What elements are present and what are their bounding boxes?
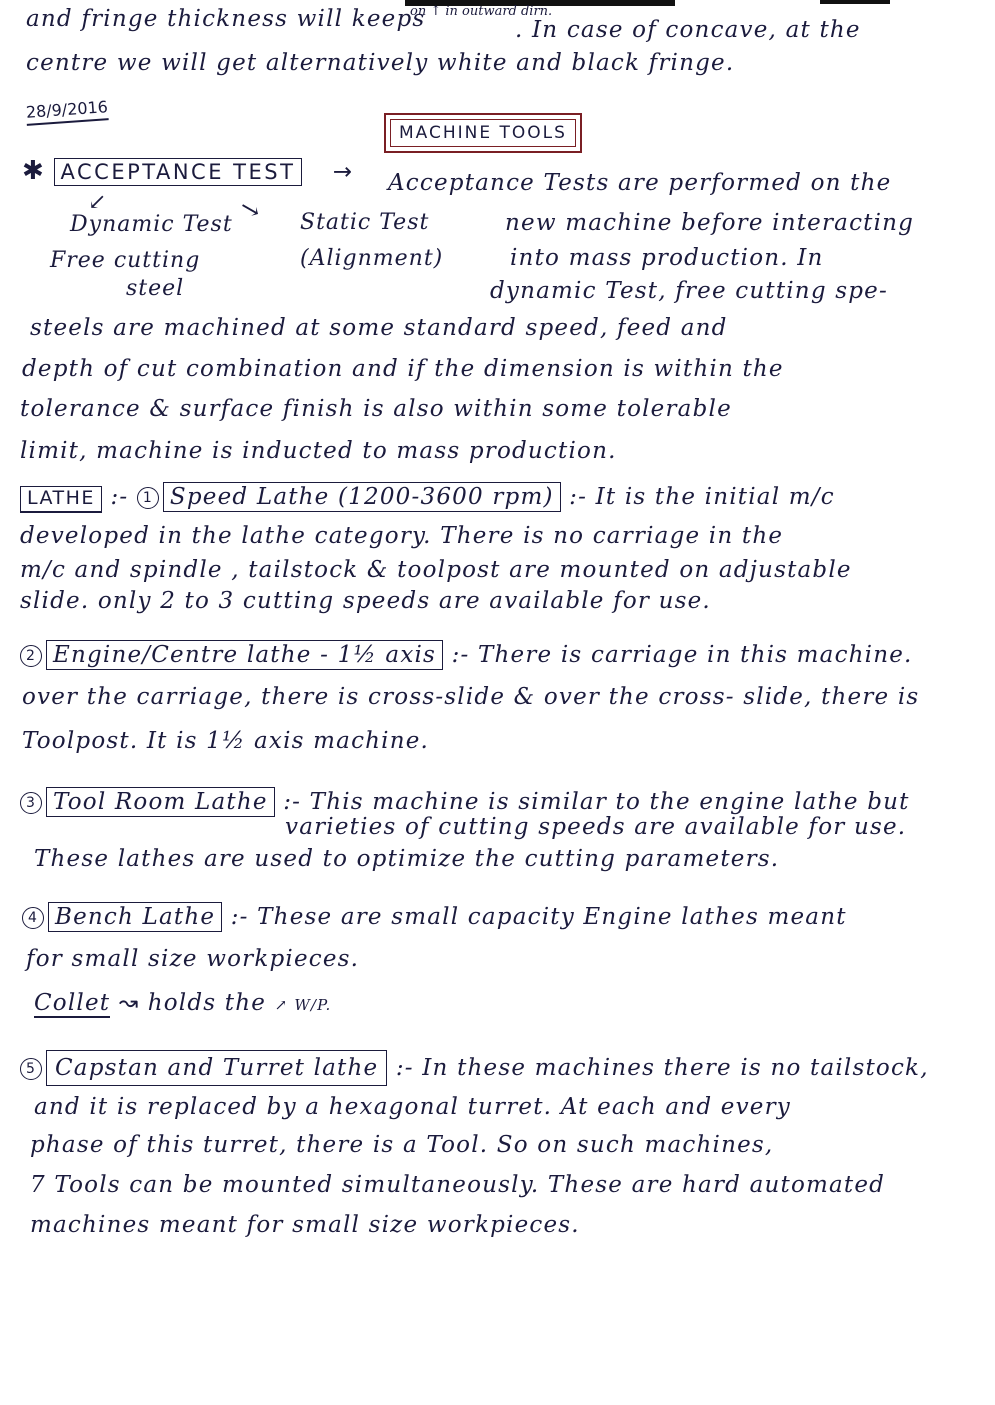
text-line: and it is replaced by a hexagonal turret. At each and every [34, 1094, 791, 1120]
text-line: . In case of concave, at the [515, 17, 861, 43]
text-line: Toolpost. It is 1½ axis machine. [22, 728, 430, 754]
text-line: 7 Tools can be mounted simultaneously. These are hard automated [30, 1172, 886, 1198]
arrow-right-icon: → [332, 159, 354, 185]
text-line: dynamic Test, free cutting spe- [490, 278, 888, 304]
static-test-label: Static Test [300, 210, 430, 235]
lathe-type-name: Tool Room Lathe [46, 787, 275, 817]
text-line: varieties of cutting speeds are available for use. [285, 814, 907, 840]
separator: :- [110, 484, 129, 510]
text-line: developed in the lathe category. There is no carriage in the [20, 523, 784, 549]
collet-term: Collet [34, 990, 111, 1016]
text-line: new machine before interacting [505, 210, 915, 236]
dynamic-test-label: Dynamic Test [70, 212, 233, 237]
asterisk-icon: ✱ [22, 156, 45, 186]
text-line: steels are machined at some standard speed, feed and [30, 315, 728, 341]
lathe-type-2-line: 2 Engine/Centre lathe - 1½ axis :- There is carriage in this machine. [20, 640, 913, 670]
acceptance-test-heading: ACCEPTANCE TEST [54, 158, 303, 186]
static-test-sub: (Alignment) [300, 246, 444, 271]
text-line: These lathes are used to optimize the cutting parameters. [34, 846, 780, 872]
text-line: over the carriage, there is cross-slide & over the cross- slide, there is [22, 684, 920, 710]
number-badge: 5 [20, 1058, 42, 1080]
inserted-annotation: ↗ W/P. [274, 996, 332, 1014]
inserted-annotation: on ↑ in outward dirn. [410, 4, 553, 19]
text-line: tolerance & surface finish is also within some tolerable [20, 396, 732, 422]
number-badge: 3 [20, 792, 42, 814]
page-title-box [384, 113, 582, 153]
text-line: Acceptance Tests are performed on the [388, 170, 892, 196]
lathe-type-1-line: LATHE :- 1 Speed Lathe (1200-3600 rpm) :- It is the initial m/c [20, 482, 835, 513]
number-badge: 4 [22, 907, 44, 929]
dynamic-test-sub: steel [126, 276, 185, 301]
text-line: limit, machine is inducted to mass production. [20, 438, 617, 464]
dynamic-test-sub: Free cutting [50, 248, 201, 273]
lathe-type-5-line: 5 Capstan and Turret lathe :- In these machines there is no tailstock, [20, 1050, 929, 1086]
text-line: m/c and spindle , tailstock & toolpost are mounted on adjustable [20, 557, 852, 583]
text-line: machines meant for small size workpieces. [30, 1212, 580, 1238]
lathe-type-name: Engine/Centre lathe - 1½ axis [46, 640, 443, 670]
number-badge: 2 [20, 645, 42, 667]
text-line: centre we will get alternatively white and black fringe. [26, 50, 735, 76]
date: 28/9/2016 [25, 97, 108, 126]
collet-line: Collet ↝ holds the ↗ W/P. [34, 990, 332, 1016]
text-line: depth of cut combination and if the dimension is within the [22, 356, 784, 382]
arrow-down-left-icon: ↙ [88, 190, 108, 215]
lathe-type-4-line: 4 Bench Lathe :- These are small capacity Engine lathes meant [22, 902, 847, 932]
text-line: into mass production. In [510, 245, 824, 271]
lathe-heading: LATHE [20, 486, 102, 513]
number-badge: 1 [137, 487, 159, 509]
lathe-type-name: Capstan and Turret lathe [46, 1050, 387, 1086]
lathe-type-name: Speed Lathe (1200-3600 rpm) [163, 482, 561, 512]
wavy-arrow-icon: ↝ [118, 990, 140, 1016]
arrow-down-right-icon: ↘ [236, 192, 265, 226]
lathe-type-name: Bench Lathe [48, 902, 222, 932]
page-title: MACHINE TOOLS [390, 119, 576, 147]
acceptance-heading-line [22, 156, 353, 186]
text-line: slide. only 2 to 3 cutting speeds are available for use. [20, 588, 711, 614]
scan-edge-mark [820, 0, 890, 4]
text-line: for small size workpieces. [26, 946, 360, 972]
lathe-type-3-line: 3 Tool Room Lathe :- This machine is similar to the engine lathe but [20, 787, 910, 817]
text-line: and fringe thickness will keeps [26, 6, 426, 32]
text-line: phase of this turret, there is a Tool. So on such machines, [30, 1132, 774, 1158]
